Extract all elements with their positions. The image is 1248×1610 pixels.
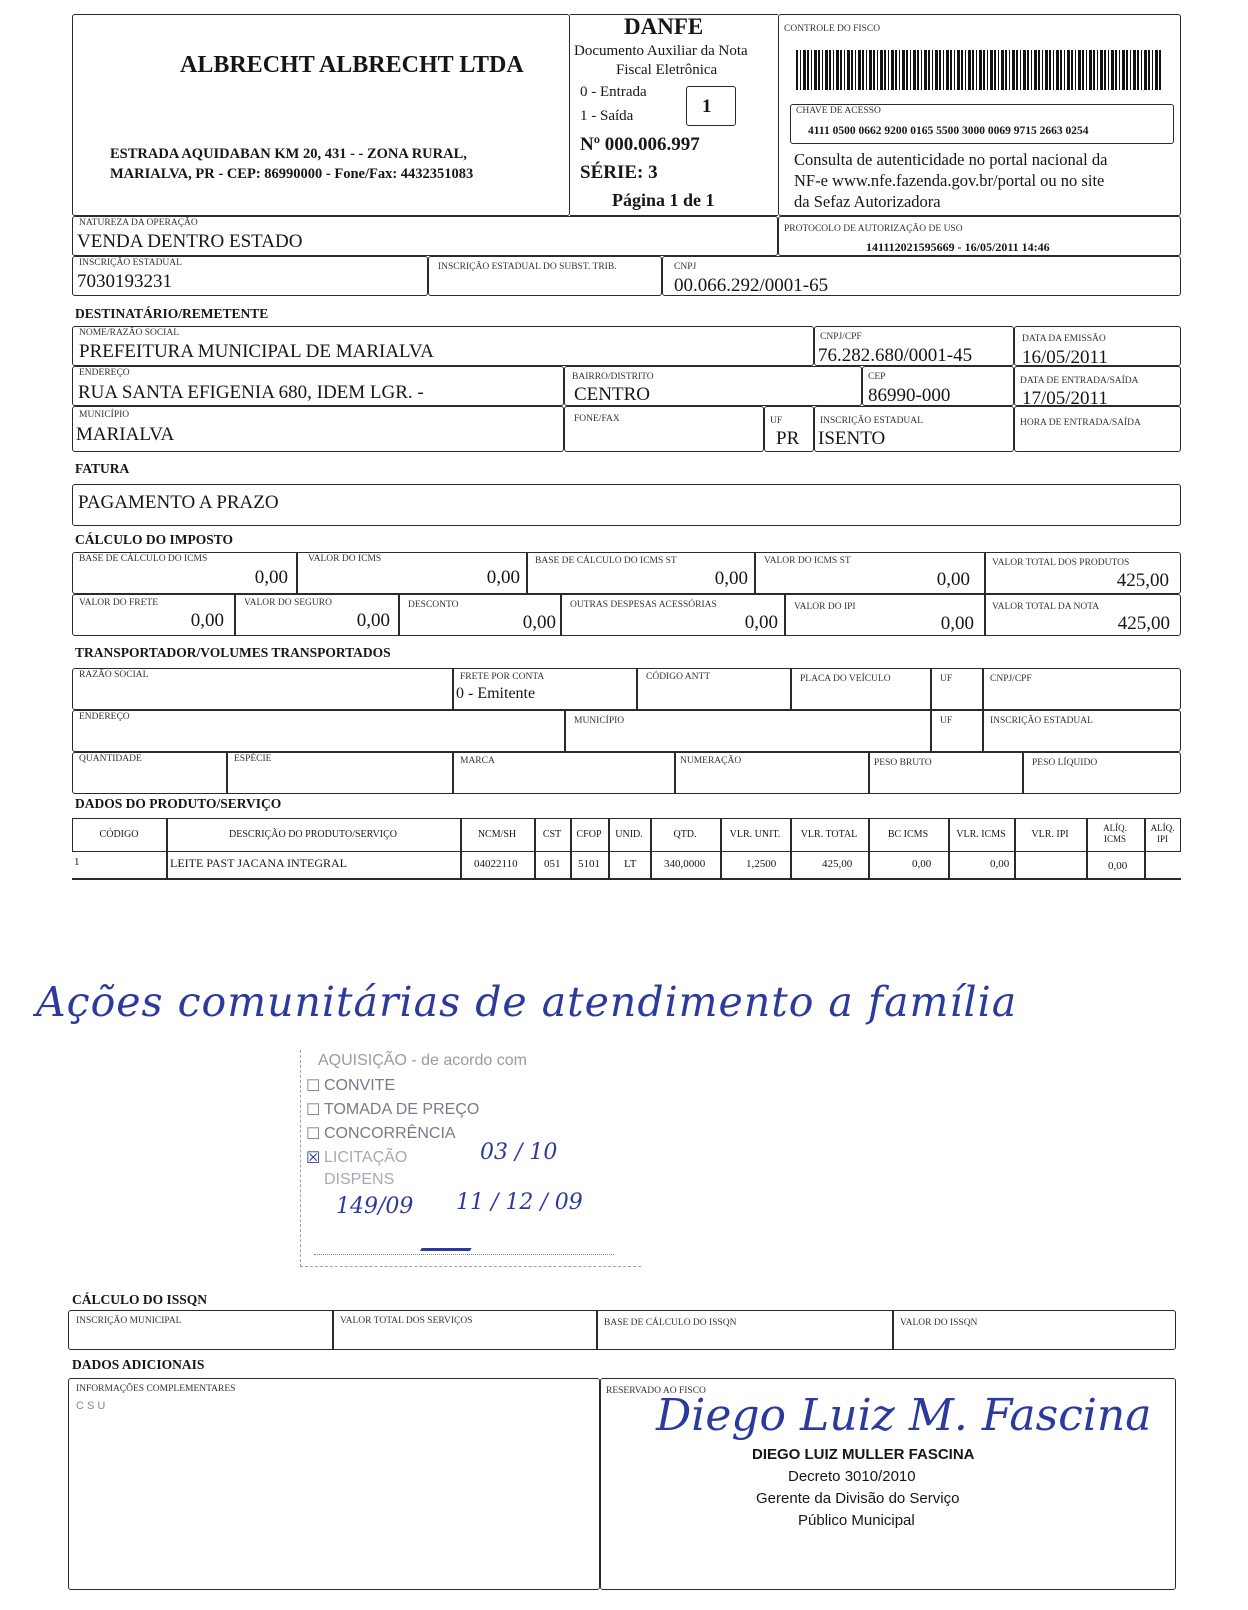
header-codigo: CÓDIGO (99, 829, 139, 840)
produtos-column-divider (460, 818, 462, 878)
produtos-section: DADOS DO PRODUTO/SERVIÇO (75, 796, 282, 811)
stamp-signature-line (314, 1254, 614, 1256)
stamp-line-5: LICITAÇÃO (324, 1149, 408, 1166)
row-vlr-total: 425,00 (822, 858, 853, 870)
imposto-divider (560, 594, 562, 636)
header-aliq-ipi-2: IPI (1157, 834, 1168, 844)
transp-divider (452, 668, 454, 710)
endereco-value: RUA SANTA EFIGENIA 680, IDEM LGR. - (78, 382, 424, 403)
row-vlr-icms: 0,00 (990, 858, 1010, 870)
valor-icms-label: VALOR DO ICMS (308, 554, 382, 564)
transp-divider (674, 752, 676, 794)
signature-stamp-dept: Público Municipal (798, 1512, 915, 1529)
hora-label: HORA DE ENTRADA/SAÍDA (1020, 418, 1141, 428)
info-box (68, 1378, 600, 1590)
issqn-im-label: INSCRIÇÃO MUNICIPAL (76, 1316, 182, 1326)
transp-divider (930, 668, 932, 710)
total-nota-label: VALOR TOTAL DA NOTA (992, 602, 1100, 612)
stamp-checked-box: ☒ (306, 1150, 321, 1167)
bairro-label: BAIRRO/DISTRITO (572, 372, 654, 382)
danfe-title: DANFE (624, 14, 704, 39)
issqn-divider (596, 1310, 598, 1350)
transp-divider (636, 668, 638, 710)
header-aliq-ipi-1: ALÍQ. (1150, 823, 1175, 833)
outras-value: 0,00 (744, 612, 778, 633)
header-descricao: DESCRIÇÃO DO PRODUTO/SERVIÇO (229, 829, 397, 840)
transp-razao-label: RAZÃO SOCIAL (79, 670, 149, 680)
issqn-total-label: VALOR TOTAL DOS SERVIÇOS (340, 1316, 473, 1326)
produtos-column-divider (868, 818, 870, 878)
danfe-pagina: Página 1 de 1 (612, 190, 715, 210)
stamp-handwritten-date: 11 / 12 / 09 (456, 1190, 583, 1215)
row-descricao: LEITE PAST JACANA INTEGRAL (170, 856, 348, 870)
destinatario-cnpj: 76.282.680/0001-45 (818, 345, 973, 366)
header-vlr-icms: VLR. ICMS (956, 829, 1006, 840)
destinatario-cnpj-label: CNPJ/CPF (820, 332, 862, 342)
issqn-base-label: BASE DE CÁLCULO DO ISSQN (604, 1318, 737, 1328)
controle-fisco-label: CONTROLE DO FISCO (784, 24, 881, 34)
danfe-subtitle-1: Documento Auxiliar da Nota (574, 43, 748, 59)
signature-stamp-name: DIEGO LUIZ MULLER FASCINA (752, 1446, 975, 1463)
produtos-column-divider (570, 818, 572, 878)
bairro-value: CENTRO (574, 384, 650, 405)
header-vlr-total: VLR. TOTAL (800, 829, 858, 840)
transp-frete-value: 0 - Emitente (456, 685, 536, 702)
ie-st-label: INSCRIÇÃO ESTADUAL DO SUBST. TRIB. (438, 262, 617, 272)
transp-liquido-label: PESO LÍQUIDO (1032, 758, 1098, 768)
header-ncm: NCM/SH (477, 829, 517, 840)
valor-st-value: 0,00 (936, 569, 970, 590)
adicionais-section: DADOS ADICIONAIS (72, 1357, 205, 1372)
header-vlr-unit: VLR. UNIT. (729, 829, 781, 840)
emitente-name: ALBRECHT ALBRECHT LTDA (180, 52, 524, 78)
produtos-column-divider (720, 818, 722, 878)
cep-label: CEP (868, 372, 886, 382)
stamp-line-6: DISPENS (324, 1171, 395, 1188)
frete-label: VALOR DO FRETE (79, 598, 158, 608)
cnpj-value: 00.066.292/0001-65 (674, 275, 829, 296)
destinatario-ie-value: ISENTO (818, 428, 886, 449)
transp-marca-label: MARCA (460, 756, 495, 766)
emitente-address-line1: ESTRADA AQUIDABAN KM 20, 431 - - ZONA RURAL, (110, 146, 467, 162)
cnpj-label: CNPJ (674, 262, 697, 272)
produtos-bottom-line (72, 878, 1181, 880)
total-nota-value: 425,00 (1117, 613, 1170, 634)
consulta-line-3: da Sefaz Autorizadora (794, 192, 941, 211)
uf-value: PR (776, 428, 800, 449)
fatura-value: PAGAMENTO A PRAZO (78, 492, 279, 513)
produtos-column-divider (534, 818, 536, 878)
base-st-label: BASE DE CÁLCULO DO ICMS ST (535, 556, 677, 566)
row-codigo: 1 (74, 856, 80, 868)
uf-label: UF (770, 416, 783, 426)
imposto-divider (234, 594, 236, 636)
info-label: INFORMAÇÕES COMPLEMENTARES (76, 1384, 236, 1394)
header-aliq-icms-1: ALÍQ. (1103, 823, 1127, 833)
ipi-label: VALOR DO IPI (794, 602, 856, 612)
imposto-divider (398, 594, 400, 636)
row-cst: 051 (544, 858, 561, 870)
protocolo-value: 141112021595669 - 16/05/2011 14:46 (866, 240, 1050, 254)
header-unid: UNID. (615, 829, 643, 840)
signature-stamp-role: Gerente da Divisão do Serviço (756, 1490, 960, 1507)
row-unid: LT (624, 858, 637, 870)
protocolo-label: PROTOCOLO DE AUTORIZAÇÃO DE USO (784, 224, 963, 234)
total-produtos-label: VALOR TOTAL DOS PRODUTOS (992, 558, 1130, 568)
transp-municipio-label: MUNICÍPIO (574, 716, 625, 726)
ie-label: INSCRIÇÃO ESTADUAL (79, 258, 182, 268)
imposto-divider (754, 552, 756, 594)
transp-uf-label: UF (940, 674, 953, 684)
produtos-column-divider (650, 818, 652, 878)
fatura-section: FATURA (75, 461, 130, 476)
transp-divider (452, 752, 454, 794)
issqn-divider (332, 1310, 334, 1350)
header-cfop: CFOP (576, 829, 602, 840)
transp-frete-label: FRETE POR CONTA (460, 672, 545, 682)
fone-label: FONE/FAX (574, 414, 620, 424)
transp-especie-label: ESPÉCIE (234, 754, 272, 764)
danfe-entrada: 0 - Entrada (580, 84, 647, 100)
imposto-divider (784, 594, 786, 636)
fone-box (564, 406, 764, 452)
header-qtd: QTD. (673, 829, 697, 840)
total-produtos-value: 425,00 (1116, 570, 1169, 591)
desconto-label: DESCONTO (408, 600, 459, 610)
info-value: C S U (76, 1400, 106, 1412)
stamp-line-2: CONVITE (324, 1077, 396, 1094)
seguro-label: VALOR DO SEGURO (244, 598, 332, 608)
stamp-line-1: AQUISIÇÃO - de acordo com (318, 1052, 527, 1069)
frete-value: 0,00 (190, 610, 224, 631)
row-bc-icms: 0,00 (912, 858, 932, 870)
fisco-reservado-label: RESERVADO AO FISCO (606, 1386, 706, 1396)
chave-label: CHAVE DE ACESSO (796, 106, 881, 116)
municipio-label: MUNICÍPIO (79, 410, 130, 420)
transp-bruto-label: PESO BRUTO (874, 758, 932, 768)
transp-divider (868, 752, 870, 794)
destinatario-nome: PREFEITURA MUNICIPAL DE MARIALVA (79, 341, 434, 362)
transp-divider (226, 752, 228, 794)
transp-endereco-label: ENDEREÇO (79, 712, 130, 722)
signature-stamp-decree: Decreto 3010/2010 (788, 1468, 916, 1485)
destinatario-ie-label: INSCRIÇÃO ESTADUAL (820, 416, 923, 426)
base-st-value: 0,00 (714, 568, 748, 589)
produtos-column-divider (166, 818, 168, 878)
stamp-line-3: TOMADA DE PREÇO (324, 1101, 480, 1118)
produtos-column-divider (1014, 818, 1016, 878)
chave-value: 4111 0500 0662 9200 0165 5500 3000 0069 9715 2663 0254 (808, 125, 1089, 137)
cep-value: 86990-000 (868, 385, 951, 406)
valor-st-label: VALOR DO ICMS ST (764, 556, 851, 566)
row-cfop: 5101 (578, 858, 600, 870)
imposto-divider (984, 594, 986, 636)
row-aliq-icms: 0,00 (1108, 860, 1128, 872)
transp-ie-label: INSCRIÇÃO ESTADUAL (990, 716, 1093, 726)
barcode (796, 50, 1162, 90)
transportador-section: TRANSPORTADOR/VOLUMES TRANSPORTADOS (75, 645, 391, 660)
stamp-checkbox: ☐ (306, 1078, 321, 1095)
issqn-valor-label: VALOR DO ISSQN (900, 1318, 978, 1328)
produtos-column-divider (608, 818, 610, 878)
destinatario-section: DESTINATÁRIO/REMETENTE (75, 306, 269, 321)
row-vlr-unit: 1,2500 (746, 858, 777, 870)
consulta-line-2: NF-e www.nfe.fazenda.gov.br/portal ou no site (794, 171, 1105, 190)
issqn-section: CÁLCULO DO ISSQN (72, 1292, 208, 1307)
transp-divider (982, 668, 984, 710)
produtos-column-divider (948, 818, 950, 878)
ipi-value: 0,00 (940, 613, 974, 634)
stamp-handwritten-number: 03 / 10 (480, 1140, 558, 1165)
danfe-tipo: 1 (702, 96, 712, 117)
signature: Diego Luiz M. Fascina (656, 1390, 1152, 1441)
danfe-serie: SÉRIE: 3 (580, 162, 658, 183)
header-vlr-ipi: VLR. IPI (1031, 829, 1069, 840)
transp-divider (1022, 752, 1024, 794)
stamp-handwritten-process: 149/09 (336, 1194, 414, 1219)
issqn-divider (892, 1310, 894, 1350)
transp-divider (790, 668, 792, 710)
danfe-numero: Nº 000.006.997 (580, 134, 700, 155)
ie-value: 7030193231 (77, 271, 172, 292)
base-icms-value: 0,00 (254, 567, 288, 588)
consulta-line-1: Consulta de autenticidade no portal nacional da (794, 150, 1108, 169)
header-aliq-icms-2: ICMS (1103, 834, 1126, 844)
desconto-value: 0,00 (522, 612, 556, 633)
outras-label: OUTRAS DESPESAS ACESSÓRIAS (570, 600, 717, 610)
issqn-box (68, 1310, 1176, 1350)
transp-qtd-label: QUANTIDADE (79, 754, 142, 764)
emitente-address-line2: MARIALVA, PR - CEP: 86990000 - Fone/Fax: 4432351083 (110, 166, 474, 182)
transp-divider (982, 710, 984, 752)
saida-date-value: 17/05/2011 (1022, 388, 1108, 409)
imposto-section: CÁLCULO DO IMPOSTO (75, 532, 234, 547)
seguro-value: 0,00 (356, 610, 390, 631)
municipio-value: MARIALVA (76, 424, 175, 445)
transp-divider (564, 710, 566, 752)
saida-date-label: DATA DE ENTRADA/SAÍDA (1020, 376, 1139, 386)
transp-antt-label: CÓDIGO ANTT (646, 672, 711, 682)
emissao-label: DATA DA EMISSÃO (1022, 334, 1106, 344)
header-cst: CST (542, 829, 562, 840)
stamp-checkbox: ☐ (306, 1102, 321, 1119)
header-bc-icms: BC ICMS (887, 829, 929, 840)
base-icms-label: BASE DE CÁLCULO DO ICMS (79, 554, 208, 564)
emissao-value: 16/05/2011 (1022, 347, 1108, 368)
endereco-label: ENDEREÇO (79, 368, 130, 378)
natureza-label: NATUREZA DA OPERAÇÃO (79, 218, 198, 228)
stamp-checkbox: ☐ (306, 1126, 321, 1143)
transp-divider (930, 710, 932, 752)
valor-icms-value: 0,00 (486, 567, 520, 588)
imposto-divider (296, 552, 298, 594)
danfe-saida: 1 - Saída (580, 108, 634, 124)
transp-placa-label: PLACA DO VEÍCULO (800, 674, 891, 684)
danfe-subtitle-2: Fiscal Eletrônica (616, 62, 718, 78)
stamp-line-4: CONCORRÊNCIA (324, 1125, 456, 1142)
transp-numeracao-label: NUMERAÇÃO (680, 756, 742, 766)
row-ncm: 04022110 (474, 858, 518, 870)
produtos-column-divider (790, 818, 792, 878)
destinatario-nome-label: NOME/RAZÃO SOCIAL (79, 328, 180, 338)
hora-box (1014, 406, 1181, 452)
transp-uf2-label: UF (940, 716, 953, 726)
natureza-value: VENDA DENTRO ESTADO (77, 231, 303, 252)
handwritten-note: Ações comunitárias de atendimento a família (36, 978, 1018, 1026)
row-qtd: 340,0000 (664, 858, 706, 870)
transp-cnpj-label: CNPJ/CPF (990, 674, 1032, 684)
emitente-box (72, 14, 570, 216)
imposto-divider (984, 552, 986, 594)
imposto-divider (526, 552, 528, 594)
